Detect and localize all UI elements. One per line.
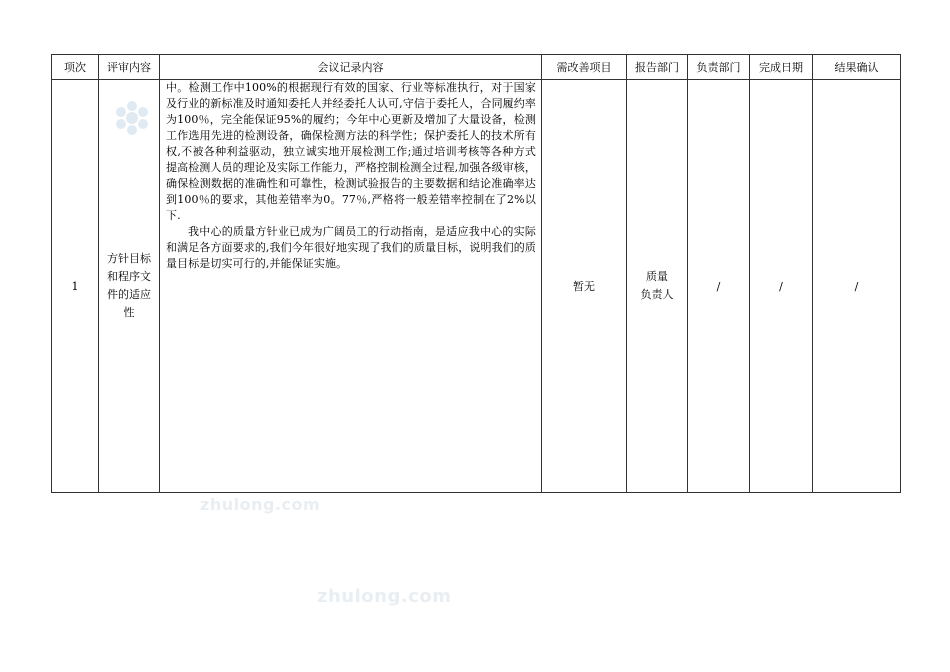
header-responsible-dept: 负责部门 xyxy=(688,55,750,80)
header-review-item: 评审内容 xyxy=(99,55,160,80)
cell-index: 1 xyxy=(52,80,99,493)
table-row xyxy=(52,80,901,493)
cell-report-dept xyxy=(627,80,688,493)
header-index: 项次 xyxy=(52,55,99,80)
header-meeting-content: 会议记录内容 xyxy=(160,55,542,80)
cell-completion-date: / xyxy=(750,80,813,493)
cell-meeting-content xyxy=(160,80,542,493)
header-improvement: 需改善项目 xyxy=(542,55,627,80)
watermark-text-1: zhulong.com xyxy=(200,495,321,514)
header-report-dept: 报告部门 xyxy=(627,55,688,80)
cell-result-confirm: / xyxy=(813,80,901,493)
report-dept-line-1: 质量 xyxy=(646,270,668,283)
header-completion-date: 完成日期 xyxy=(750,55,813,80)
cell-responsible-dept: / xyxy=(688,80,750,493)
review-meeting-table xyxy=(51,54,901,493)
content-paragraph-2: 我中心的质量方针业已成为广阔员工的行动指南，是适应我中心的实际和满足各方面要求的,我们今年很好地实现了我们的质量目标，说明我们的质量目标是切实可行的,并能保证实施。 xyxy=(166,225,536,270)
flower-watermark-icon xyxy=(112,96,152,140)
table-header-row xyxy=(52,55,901,80)
watermark-text-2: zhulong.com xyxy=(317,586,452,607)
cell-review-item: 方针目标和程序文件的适应性 xyxy=(99,80,160,493)
content-paragraph-1: 中。检测工作中100%的根据现行有效的国家、行业等标准执行，对于国家及行业的新标准及时通知委托人并经委托人认可,守信于委托人，合同履约率为100％，完全能保证95%的履约；今年中心更新及增加了大量设备，检测工作选用先进的检测设备，确保检测方法的科学性；保护委托人的技术所有权,不被各种利益驱动，独立诚实地开展检测工作;通过培训考核等各种方式提高检测人员的理论及实际工作能力，严格控制检测全过程,加强各级审核，确保检测数据的准确性和可靠性，检测试验报告的主要数据和结论准确率达到100％的要求，其他差错率为0。77％,严格将一般差错率控制在了2%以下. xyxy=(166,81,536,222)
header-result-confirm: 结果确认 xyxy=(813,55,901,80)
report-dept-line-2: 负责人 xyxy=(640,288,674,301)
cell-improvement: 暂无 xyxy=(542,80,627,493)
